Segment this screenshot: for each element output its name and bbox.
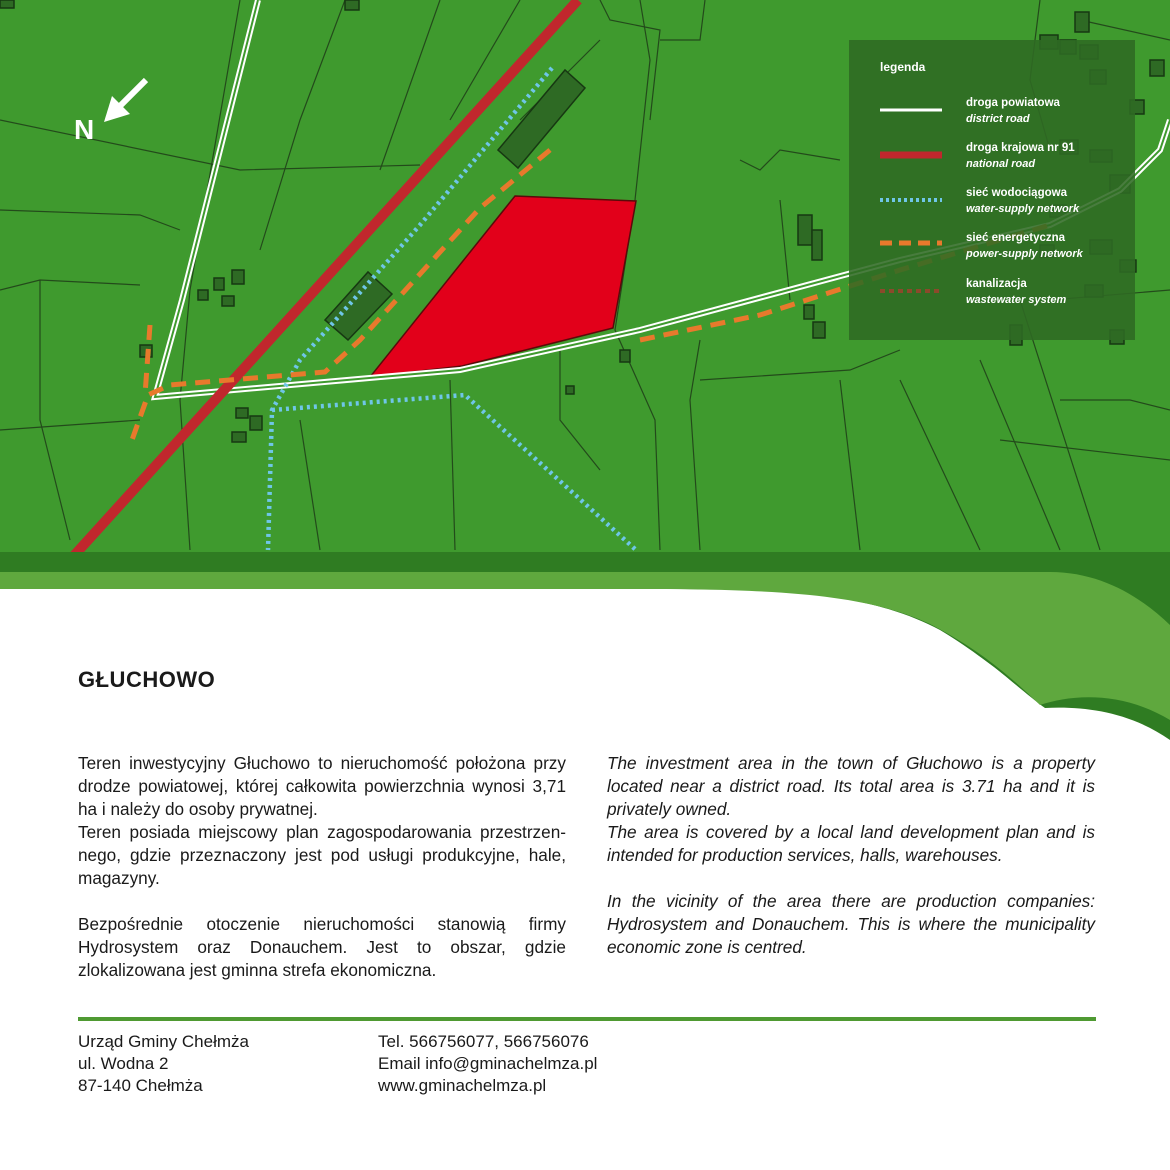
city-address: 87-140 Chełmża [78, 1076, 203, 1095]
email-address[interactable]: Email info@gminachelmza.pl [378, 1054, 598, 1073]
map-legend [849, 40, 1135, 340]
footer-contact [378, 1031, 597, 1097]
english-paragraph: The area is covered by a local land development plan and is intended for production services, halls, warehouses. [607, 822, 1095, 865]
english-paragraph: The investment area in the town of Głuchowo is a property located near a district road. Its total area is 3.71 ha and it is privately owned. [607, 753, 1095, 819]
website-link[interactable]: www.gminachelmza.pl [378, 1076, 547, 1095]
footer-address [78, 1031, 249, 1097]
legend-item-label: sieć energetyczna [966, 232, 1066, 244]
street-address: ul. Wodna 2 [78, 1054, 169, 1073]
phone-numbers: Tel. 566756077, 566756076 [378, 1032, 589, 1051]
legend-item-label-en: wastewater system [966, 294, 1067, 306]
footer-divider [78, 1017, 1096, 1021]
polish-description [78, 752, 566, 982]
legend-item-label: sieć wodociągowa [966, 187, 1067, 199]
legend-item-label-en: water-supply network [966, 203, 1080, 215]
polish-paragraph: Teren inwestycyjny Głuchowo to nieruchomość położona przy drodze powiatowej, której całkowita powierzchnia wynosi 3,71 ha i należy do osoby prywatnej. [78, 753, 566, 819]
decorative-wave-white [0, 589, 1040, 740]
legend-item-label-en: district road [966, 113, 1030, 125]
polish-paragraph: Teren posiada miejscowy plan zagospodarowania przestrzennego, gdzie przeznaczony jest pod usługi produkcyjne, hale, magazyny. [78, 822, 566, 888]
legend-title: legenda [880, 60, 926, 74]
legend-item-label-en: national road [966, 158, 1036, 170]
north-label: N [74, 114, 95, 145]
page-title: GŁUCHOWO [78, 667, 216, 692]
polish-paragraph: Bezpośrednie otoczenie nieruchomości stanowią firmy Hydrosystem oraz Donauchem. Jest to obszar, gdzie zlokalizowana jest gminna strefa ekonomiczna. [78, 914, 566, 980]
legend-item-label: droga krajowa nr 91 [966, 142, 1075, 154]
english-paragraph: In the vicinity of the area there are production companies: Hydrosystem and Donauchem. This is where the municipality economic zone is centred. [607, 891, 1095, 957]
office-name: Urząd Gminy Chełmża [78, 1032, 249, 1051]
legend-item-label: kanalizacja [966, 278, 1027, 290]
legend-item-label: droga powiatowa [966, 97, 1060, 109]
legend-item-label-en: power-supply network [966, 248, 1083, 260]
english-description [607, 752, 1095, 959]
